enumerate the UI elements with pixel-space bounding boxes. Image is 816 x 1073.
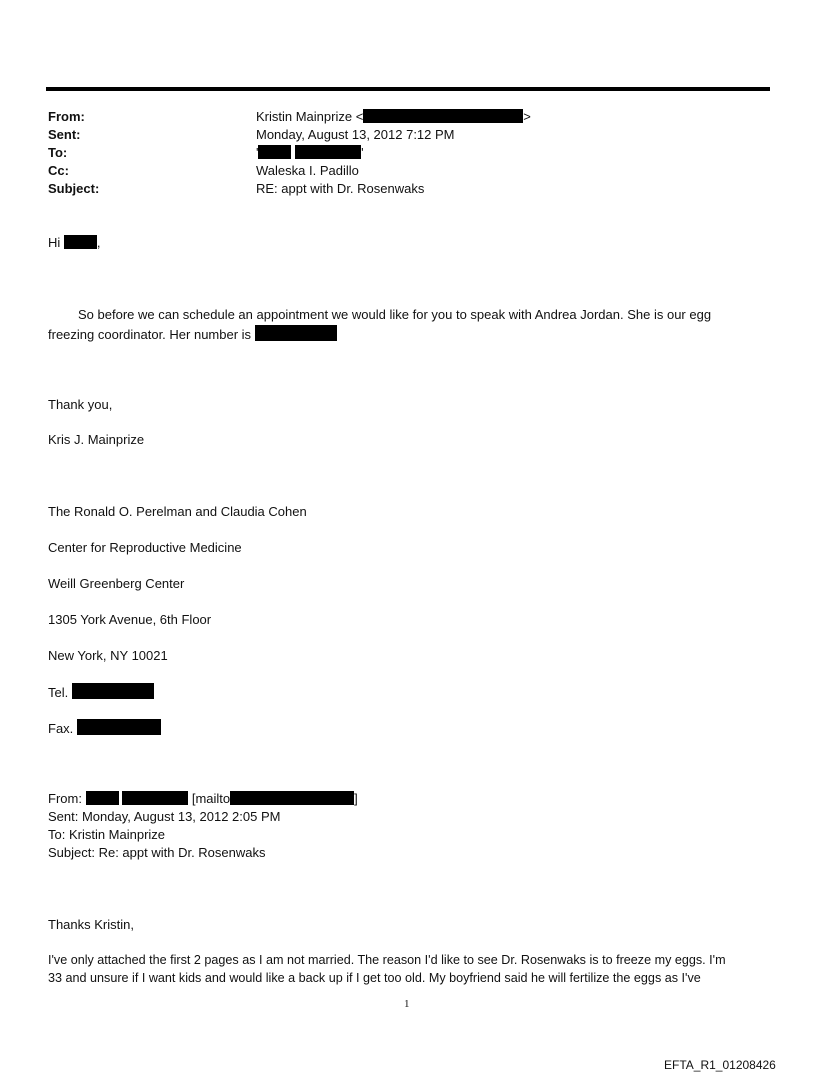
redaction-block — [363, 109, 523, 123]
quoted-body-line1: I've only attached the first 2 pages as I am not married. The reason I'd like to see Dr. Rosenwaks is to freeze my eggs. I'm — [48, 953, 726, 967]
quoted-sent: Sent: Monday, August 13, 2012 2:05 PM — [48, 809, 281, 824]
redaction-block — [258, 145, 291, 159]
subject-label: Subject: — [48, 181, 100, 196]
bates-number: EFTA_R1_01208426 — [664, 1058, 776, 1072]
greeting — [48, 235, 101, 251]
closing-thanks: Thank you, — [48, 397, 113, 412]
fax-line — [48, 719, 161, 737]
para1-line2 — [48, 325, 337, 343]
quoted-subject: Subject: Re: appt with Dr. Rosenwaks — [48, 845, 266, 860]
header-rule — [46, 87, 770, 91]
redaction-block — [295, 145, 364, 160]
page-number: 1 — [404, 998, 410, 1010]
org-line3: Weill Greenberg Center — [48, 576, 185, 591]
quoted-from-label: From: — [48, 791, 82, 806]
redaction-block — [72, 683, 154, 699]
fax-label: Fax. — [48, 721, 74, 736]
redaction-block — [230, 791, 354, 805]
cc-value: Waleska I. Padillo — [256, 163, 359, 178]
to-close-quote: ' — [361, 145, 364, 160]
quoted-body-line2: 33 and unsure if I want kids and would like a back up if I get too old. My boyfriend said he will fertilize the eggs as I've — [48, 971, 701, 985]
address-line1: 1305 York Avenue, 6th Floor — [48, 612, 212, 627]
to-label: To: — [48, 145, 68, 160]
redaction-block — [86, 791, 119, 805]
greeting-suffix: , — [96, 235, 101, 250]
para1-line1: So before we can schedule an appointment we would like for you to speak with Andrea Jordan. She is our egg — [78, 307, 712, 322]
address-line2: New York, NY 10021 — [48, 648, 168, 663]
greeting-prefix: Hi — [48, 235, 61, 250]
sent-label: Sent: — [48, 127, 81, 142]
sent-value: Monday, August 13, 2012 7:12 PM — [256, 127, 455, 142]
quoted-greeting: Thanks Kristin, — [48, 917, 134, 932]
redaction-block — [77, 719, 161, 735]
cc-label: Cc: — [48, 163, 69, 178]
from-name: Kristin Mainprize < — [256, 109, 364, 124]
org-line1: The Ronald O. Perelman and Claudia Cohen — [48, 504, 307, 519]
quoted-to: To: Kristin Mainprize — [48, 827, 166, 842]
from-label: From: — [48, 109, 85, 124]
from-close: > — [523, 109, 531, 124]
quoted-mailto-open: [mailto — [191, 791, 231, 806]
subject-value: RE: appt with Dr. Rosenwaks — [256, 181, 425, 196]
from-value — [256, 109, 531, 125]
org-line2: Center for Reproductive Medicine — [48, 540, 242, 555]
to-value — [256, 145, 364, 161]
tel-line — [48, 683, 154, 701]
quoted-from-line — [48, 791, 358, 807]
redaction-block — [255, 325, 337, 341]
tel-label: Tel. — [48, 685, 69, 700]
to-open-quote: ' — [256, 145, 259, 160]
quoted-mailto-close: ] — [354, 791, 358, 806]
redaction-block — [122, 791, 188, 805]
redaction-block — [64, 235, 97, 249]
para1-line2-text: freezing coordinator. Her number is — [48, 327, 252, 342]
signature-name: Kris J. Mainprize — [48, 432, 145, 447]
